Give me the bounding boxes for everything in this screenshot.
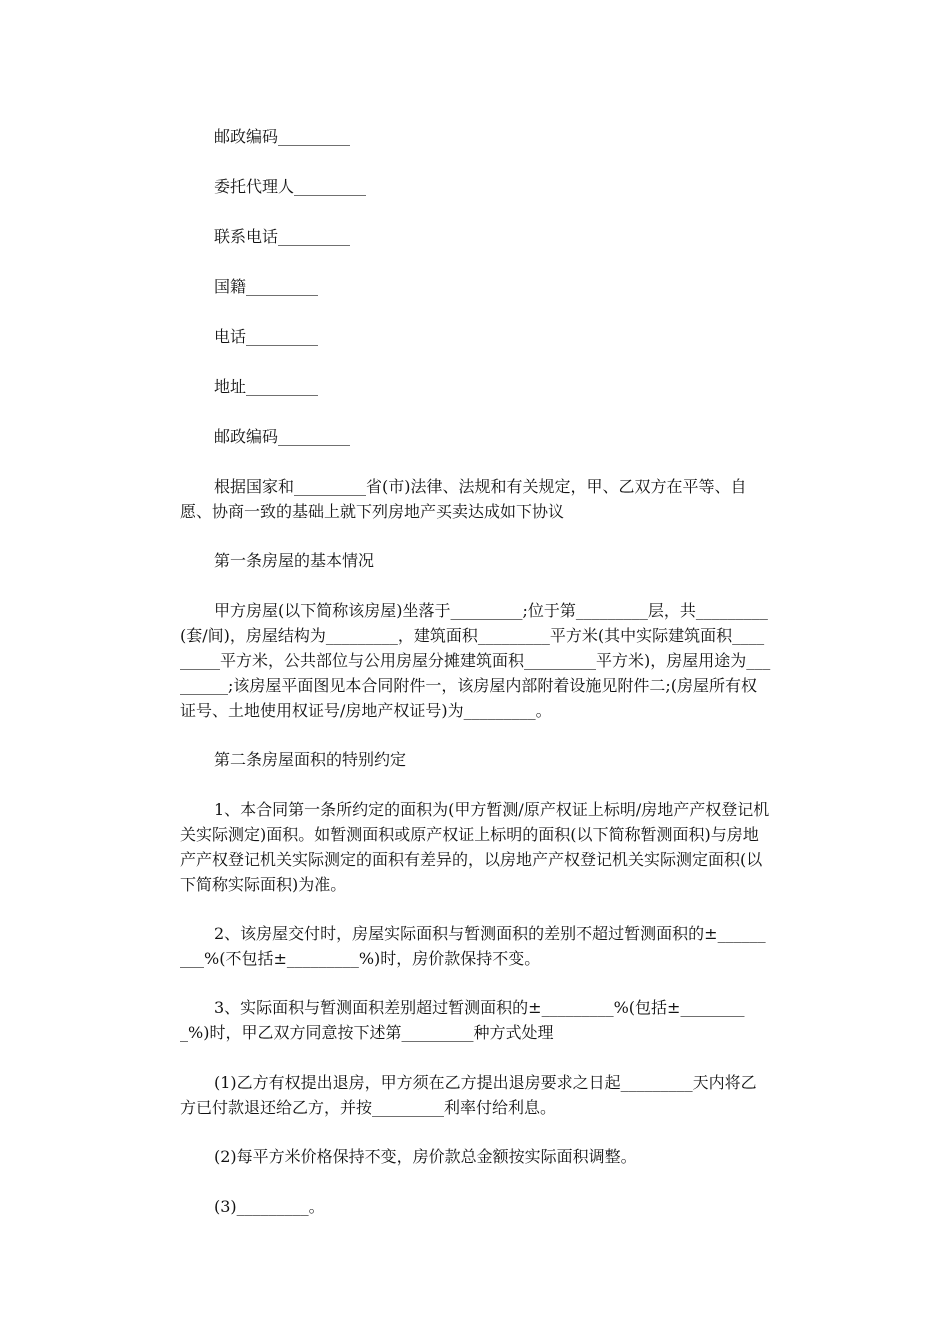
paragraph-text: 第一条房屋的基本情况 <box>214 551 375 570</box>
paragraph-text: 第二条房屋面积的特别约定 <box>214 750 407 769</box>
paragraph-text: (1)乙方有权提出退房，甲方须在乙方提出退房要求之日起_________天内将乙方已付款退还给乙方，并按_________利率付给利息。 <box>180 1073 757 1117</box>
article-1-heading <box>180 548 772 573</box>
paragraph-nationality <box>180 274 772 299</box>
paragraph-agent <box>180 174 772 199</box>
paragraph-text: (2)每平方米价格保持不变，房价款总金额按实际面积调整。 <box>214 1147 637 1166</box>
article-2-clause-3 <box>180 995 772 1045</box>
paragraph-text: 电话_________ <box>214 327 319 346</box>
paragraph-text: (3)_________。 <box>214 1197 325 1216</box>
paragraph-text: 邮政编码_________ <box>214 427 351 446</box>
article-2-clause-1 <box>180 797 772 897</box>
option-2 <box>180 1144 772 1169</box>
paragraph-text: 联系电话_________ <box>214 227 351 246</box>
paragraph-contact-phone <box>180 224 772 249</box>
paragraph-text: 根据国家和_________省(市)法律、法规和有关规定，甲、乙双方在平等、自愿、协商一致的基础上就下列房地产买卖达成如下协议 <box>180 477 747 521</box>
option-1 <box>180 1070 772 1120</box>
paragraph-postcode-2 <box>180 424 772 449</box>
paragraph-text: 国籍_________ <box>214 277 319 296</box>
paragraph-text: 2、该房屋交付时，房屋实际面积与暂测面积的差别不超过暂测面积的±_________%(不包括±_________%)时，房价款保持不变。 <box>180 924 766 968</box>
paragraph-text: 1、本合同第一条所约定的面积为(甲方暂测/原产权证上标明/房地产产权登记机关实际测定)面积。如暂测面积或原产权证上标明的面积(以下简称暂测面积)与房地产产权登记机关实际测定的面积有差异的，以房地产产权登记机关实际测定面积(以下简称实际面积)为准。 <box>180 800 770 894</box>
article-2-clause-2 <box>180 921 772 971</box>
paragraph-address <box>180 374 772 399</box>
paragraph-text: 地址_________ <box>214 377 319 396</box>
paragraph-preamble <box>180 474 772 524</box>
article-2-heading <box>180 747 772 772</box>
option-3 <box>180 1194 772 1219</box>
paragraph-postcode-1 <box>180 124 772 149</box>
paragraph-text: 3、实际面积与暂测面积差别超过暂测面积的±_________%(包括±_________%)时，甲乙双方同意按下述第_________种方式处理 <box>180 998 745 1042</box>
paragraph-phone <box>180 324 772 349</box>
paragraph-text: 委托代理人_________ <box>214 177 367 196</box>
paragraph-text: 甲方房屋(以下简称该房屋)坐落于_________;位于第_________层，共_________(套/间)，房屋结构为_________，建筑面积_________平方米(其中实际建筑面积_________平方米，公共部位与公用房屋分摊建筑面积_________平方米)，房屋用途为_________;该房屋平面图见本合同附件一，该房屋内部附着设施见附件二;(房屋所有权证号、土地使用权证号/房地产权证号)为_________。 <box>180 601 771 720</box>
paragraph-text: 邮政编码_________ <box>214 127 351 146</box>
article-1-body <box>180 598 772 723</box>
